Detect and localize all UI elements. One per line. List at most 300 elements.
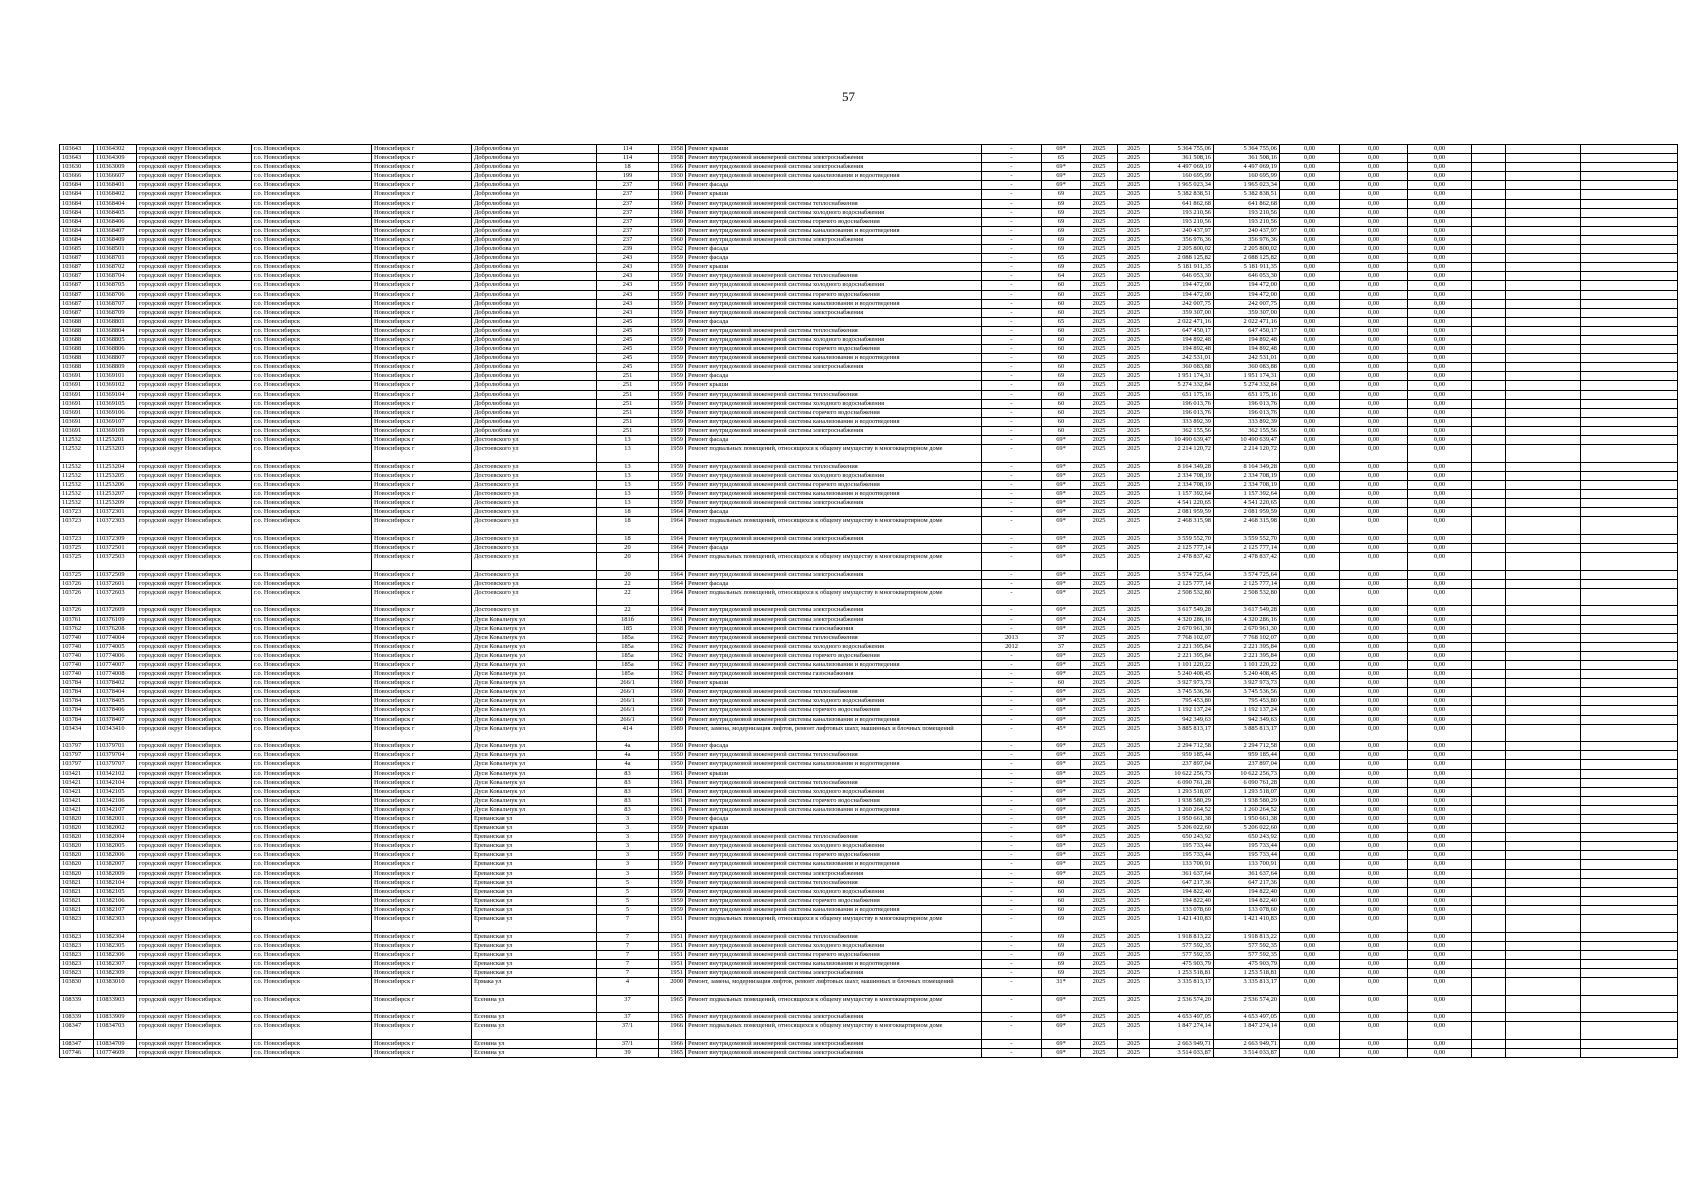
table-cell: Новосибирск г xyxy=(372,390,472,399)
table-cell: 942 349,63 xyxy=(1150,715,1214,724)
table-cell: Новосибирск г xyxy=(372,462,472,471)
table-cell: 110368804 xyxy=(94,326,137,335)
table-cell: 414 xyxy=(597,724,659,742)
table-cell: 2025 xyxy=(1118,436,1150,445)
table-cell: 0,00 xyxy=(1340,579,1408,588)
table-cell: 0,00 xyxy=(1340,308,1408,317)
table-cell: городской округ Новосибирск xyxy=(137,633,252,642)
table-cell: Ереванская ул xyxy=(472,915,597,933)
table-cell: 362 155,56 xyxy=(1150,426,1214,435)
table-cell: Ремонт подвальных помещений, относящихся к общему имуществу в многоквартирном доме xyxy=(686,517,982,535)
table-cell: 2 081 959,59 xyxy=(1150,508,1214,517)
table-cell: 475 903,79 xyxy=(1214,959,1280,968)
table-cell: Новосибирск г xyxy=(372,489,472,498)
empty-cell xyxy=(1472,145,1506,154)
table-cell: 69* xyxy=(1042,769,1081,778)
empty-cell xyxy=(1581,950,1678,959)
empty-cell xyxy=(1581,508,1678,517)
table-cell: Ремонт внутридомовой инженерной системы горячего водоснабжения xyxy=(686,651,982,660)
table-cell: Новосибирск г xyxy=(372,480,472,489)
table-cell: 1964 xyxy=(659,570,686,579)
table-cell: 1958 xyxy=(659,154,686,163)
table-cell: 103784 xyxy=(60,679,94,688)
table-cell: Ремонт внутридомовой инженерной системы теплоснабжения xyxy=(686,932,982,941)
table-cell: 20 xyxy=(597,570,659,579)
table-cell: - xyxy=(982,588,1042,606)
table-cell: 2025 xyxy=(1081,570,1118,579)
table-cell: 69* xyxy=(1042,814,1081,823)
empty-cell xyxy=(1506,317,1581,326)
table-cell: г.о. Новосибирск xyxy=(252,679,372,688)
table-cell: 5 xyxy=(597,896,659,905)
table-cell: 103687 xyxy=(60,281,94,290)
table-cell: 2025 xyxy=(1118,787,1150,796)
table-cell: 1930 xyxy=(659,172,686,181)
table-cell: Новосибирск г xyxy=(372,742,472,751)
empty-cell xyxy=(1581,588,1678,606)
table-cell: 0,00 xyxy=(1408,905,1472,914)
table-cell: Новосибирск г xyxy=(372,769,472,778)
table-cell: 103643 xyxy=(60,154,94,163)
empty-cell xyxy=(1581,553,1678,571)
table-cell: 5 382 838,51 xyxy=(1214,190,1280,199)
table-cell: 2025 xyxy=(1081,281,1118,290)
table-cell: г.о. Новосибирск xyxy=(252,805,372,814)
table-cell: 1960 xyxy=(659,715,686,724)
table-row xyxy=(60,1013,1678,1022)
table-cell: 3 514 033,87 xyxy=(1214,1049,1280,1058)
table-cell: 0,00 xyxy=(1408,968,1472,977)
table-cell: Ремонт внутридомовой инженерной системы электроснабжения xyxy=(686,534,982,543)
table-cell: городской округ Новосибирск xyxy=(137,390,252,399)
empty-cell xyxy=(1581,869,1678,878)
table-cell: 0,00 xyxy=(1408,489,1472,498)
table-row xyxy=(60,896,1678,905)
table-cell: 110376109 xyxy=(94,615,137,624)
table-row xyxy=(60,335,1678,344)
table-cell: 194 892,48 xyxy=(1214,345,1280,354)
table-cell: Новосибирск г xyxy=(372,445,472,463)
table-cell: Новосибирск г xyxy=(372,814,472,823)
table-cell: 108347 xyxy=(60,1039,94,1048)
table-cell: 650 243,92 xyxy=(1150,833,1214,842)
empty-cell xyxy=(1581,660,1678,669)
table-cell: Ремонт внутридомовой инженерной системы теплоснабжения xyxy=(686,199,982,208)
table-cell: Новосибирск г xyxy=(372,372,472,381)
empty-cell xyxy=(1506,651,1581,660)
table-cell: 103688 xyxy=(60,345,94,354)
table-cell: 0,00 xyxy=(1280,814,1340,823)
table-cell: 103691 xyxy=(60,372,94,381)
table-cell: 359 307,00 xyxy=(1150,308,1214,317)
table-cell: 0,00 xyxy=(1280,950,1340,959)
table-cell: 4 653 497,05 xyxy=(1214,1013,1280,1022)
table-cell: 0,00 xyxy=(1280,408,1340,417)
table-cell: 2025 xyxy=(1118,941,1150,950)
empty-cell xyxy=(1472,932,1506,941)
table-cell: Ереванская ул xyxy=(472,842,597,851)
empty-cell xyxy=(1581,436,1678,445)
empty-cell xyxy=(1472,995,1506,1013)
table-cell: Ремонт крыши xyxy=(686,263,982,272)
table-cell: 3 xyxy=(597,869,659,878)
table-cell: городской округ Новосибирск xyxy=(137,462,252,471)
table-cell: Новосибирск г xyxy=(372,345,472,354)
table-cell: 69 xyxy=(1042,381,1081,390)
table-cell: г.о. Новосибирск xyxy=(252,588,372,606)
table-cell: 646 053,30 xyxy=(1150,272,1214,281)
table-cell: 2025 xyxy=(1081,769,1118,778)
table-cell: 5 274 332,84 xyxy=(1150,381,1214,390)
table-cell: 110382104 xyxy=(94,878,137,887)
table-cell: 1938 xyxy=(659,624,686,633)
table-cell: 2 221 395,84 xyxy=(1150,642,1214,651)
table-cell: 83 xyxy=(597,787,659,796)
table-cell: 0,00 xyxy=(1408,778,1472,787)
table-cell: 2025 xyxy=(1081,633,1118,642)
table-cell: 0,00 xyxy=(1408,932,1472,941)
table-cell: 2025 xyxy=(1118,950,1150,959)
table-cell: городской округ Новосибирск xyxy=(137,1049,252,1058)
table-cell: Есенина ул xyxy=(472,1022,597,1040)
table-cell: 0,00 xyxy=(1340,1049,1408,1058)
table-cell: Ремонт внутридомовой инженерной системы холодного водоснабжения xyxy=(686,697,982,706)
table-cell: г.о. Новосибирск xyxy=(252,760,372,769)
table-cell: 0,00 xyxy=(1340,372,1408,381)
table-cell: 0,00 xyxy=(1340,390,1408,399)
empty-cell xyxy=(1581,851,1678,860)
empty-cell xyxy=(1506,543,1581,552)
table-cell: г.о. Новосибирск xyxy=(252,345,372,354)
table-cell: 0,00 xyxy=(1408,426,1472,435)
table-cell: - xyxy=(982,335,1042,344)
table-cell: 0,00 xyxy=(1408,408,1472,417)
table-cell: 0,00 xyxy=(1280,235,1340,244)
table-cell: Ереванская ул xyxy=(472,833,597,842)
table-cell: 0,00 xyxy=(1408,163,1472,172)
table-cell: - xyxy=(982,263,1042,272)
table-cell: 2025 xyxy=(1081,390,1118,399)
table-row xyxy=(60,154,1678,163)
table-cell: 2025 xyxy=(1118,606,1150,615)
table-cell: 0,00 xyxy=(1280,281,1340,290)
table-cell: Новосибирск г xyxy=(372,932,472,941)
table-cell: 0,00 xyxy=(1408,517,1472,535)
table-cell: Новосибирск г xyxy=(372,499,472,508)
table-cell: 69* xyxy=(1042,579,1081,588)
table-cell: 1965 xyxy=(659,995,686,1013)
table-cell: - xyxy=(982,217,1042,226)
table-cell: 0,00 xyxy=(1340,517,1408,535)
table-cell: Новосибирск г xyxy=(372,272,472,281)
table-cell: 103685 xyxy=(60,245,94,254)
table-cell: - xyxy=(982,499,1042,508)
table-cell: 2025 xyxy=(1081,624,1118,633)
empty-cell xyxy=(1581,172,1678,181)
table-cell: 110774007 xyxy=(94,660,137,669)
empty-cell xyxy=(1472,915,1506,933)
table-cell: 110372503 xyxy=(94,553,137,571)
table-cell: Ремонт внутридомовой инженерной системы холодного водоснабжения xyxy=(686,208,982,217)
table-cell: 2025 xyxy=(1081,317,1118,326)
table-cell: городской округ Новосибирск xyxy=(137,417,252,426)
table-cell: 0,00 xyxy=(1408,436,1472,445)
table-cell: Новосибирск г xyxy=(372,950,472,959)
empty-cell xyxy=(1581,354,1678,363)
table-cell: 0,00 xyxy=(1280,553,1340,571)
table-cell: 0,00 xyxy=(1280,651,1340,660)
table-cell: городской округ Новосибирск xyxy=(137,172,252,181)
table-row xyxy=(60,489,1678,498)
table-cell: 0,00 xyxy=(1280,751,1340,760)
table-cell: - xyxy=(982,706,1042,715)
table-cell: 0,00 xyxy=(1408,796,1472,805)
table-cell: 69* xyxy=(1042,778,1081,787)
table-cell: 2 294 712,58 xyxy=(1214,742,1280,751)
table-cell: 103684 xyxy=(60,190,94,199)
table-row xyxy=(60,860,1678,869)
table-cell: г.о. Новосибирск xyxy=(252,217,372,226)
table-cell: 2025 xyxy=(1081,1049,1118,1058)
table-cell: 194 472,00 xyxy=(1150,290,1214,299)
table-cell: 133 078,60 xyxy=(1214,905,1280,914)
table-cell: - xyxy=(982,860,1042,869)
table-cell: городской округ Новосибирск xyxy=(137,941,252,950)
table-cell: городской округ Новосибирск xyxy=(137,760,252,769)
table-cell: 2025 xyxy=(1081,869,1118,878)
table-cell: 2025 xyxy=(1081,517,1118,535)
table-cell: Новосибирск г xyxy=(372,172,472,181)
table-cell: Дуси Ковальчук ул xyxy=(472,624,597,633)
table-cell: 69* xyxy=(1042,163,1081,172)
table-cell: Добролюбова ул xyxy=(472,317,597,326)
table-cell: 2025 xyxy=(1081,445,1118,463)
table-cell: 2025 xyxy=(1118,543,1150,552)
table-cell: 0,00 xyxy=(1340,842,1408,851)
table-cell: 647 450,17 xyxy=(1150,326,1214,335)
empty-cell xyxy=(1506,462,1581,471)
table-cell: г.о. Новосибирск xyxy=(252,226,372,235)
table-cell: 103421 xyxy=(60,796,94,805)
table-cell: - xyxy=(982,796,1042,805)
table-cell: 1959 xyxy=(659,905,686,914)
table-cell: 111253203 xyxy=(94,445,137,463)
table-row xyxy=(60,570,1678,579)
table-cell: 0,00 xyxy=(1280,372,1340,381)
table-cell: 0,00 xyxy=(1280,606,1340,615)
table-row xyxy=(60,345,1678,354)
table-cell: 0,00 xyxy=(1340,508,1408,517)
table-cell: городской округ Новосибирск xyxy=(137,814,252,823)
empty-cell xyxy=(1581,445,1678,463)
empty-cell xyxy=(1472,489,1506,498)
table-cell: 3 514 033,87 xyxy=(1150,1049,1214,1058)
table-cell: 1959 xyxy=(659,399,686,408)
table-cell: г.о. Новосибирск xyxy=(252,181,372,190)
table-cell: Ремонт внутридомовой инженерной системы теплоснабжения xyxy=(686,878,982,887)
table-cell: 60 xyxy=(1042,308,1081,317)
table-cell: 3 335 813,17 xyxy=(1214,978,1280,996)
table-cell: 1950 xyxy=(659,760,686,769)
table-cell: Добролюбова ул xyxy=(472,226,597,235)
empty-cell xyxy=(1472,688,1506,697)
table-cell: 2025 xyxy=(1118,570,1150,579)
table-cell: 333 892,39 xyxy=(1214,417,1280,426)
table-cell: 243 xyxy=(597,290,659,299)
empty-cell xyxy=(1472,399,1506,408)
table-cell: 2 670 961,30 xyxy=(1214,624,1280,633)
table-cell: 1961 xyxy=(659,796,686,805)
table-cell: 0,00 xyxy=(1340,670,1408,679)
table-cell: г.о. Новосибирск xyxy=(252,154,372,163)
table-cell: 110343410 xyxy=(94,724,137,742)
table-cell: 5 240 408,45 xyxy=(1150,670,1214,679)
table-cell: 0,00 xyxy=(1280,445,1340,463)
empty-cell xyxy=(1506,860,1581,869)
table-cell: 237 xyxy=(597,226,659,235)
table-cell: 1962 xyxy=(659,651,686,660)
table-cell: 0,00 xyxy=(1408,326,1472,335)
table-cell: 103820 xyxy=(60,833,94,842)
table-cell: 2025 xyxy=(1118,968,1150,977)
table-cell: 60 xyxy=(1042,345,1081,354)
table-cell: городской округ Новосибирск xyxy=(137,851,252,860)
table-cell: 110372609 xyxy=(94,606,137,615)
table-cell: 195 733,44 xyxy=(1150,842,1214,851)
table-cell: 69* xyxy=(1042,851,1081,860)
table-cell: 1 951 174,31 xyxy=(1150,372,1214,381)
table-cell: 0,00 xyxy=(1340,408,1408,417)
table-cell: 185 xyxy=(597,624,659,633)
table-cell: 2025 xyxy=(1118,190,1150,199)
table-cell: 103823 xyxy=(60,932,94,941)
empty-cell xyxy=(1472,1049,1506,1058)
table-cell: 0,00 xyxy=(1340,905,1408,914)
table-cell: 0,00 xyxy=(1280,588,1340,606)
table-cell: Дуси Ковальчук ул xyxy=(472,769,597,778)
table-cell: 0,00 xyxy=(1280,517,1340,535)
empty-cell xyxy=(1581,824,1678,833)
table-cell: 0,00 xyxy=(1340,317,1408,326)
table-cell: 1959 xyxy=(659,372,686,381)
table-cell: 0,00 xyxy=(1340,181,1408,190)
table-cell: Ремонт фасада xyxy=(686,508,982,517)
table-cell: 0,00 xyxy=(1408,842,1472,851)
empty-cell xyxy=(1506,968,1581,977)
table-cell: городской округ Новосибирск xyxy=(137,426,252,435)
empty-cell xyxy=(1581,769,1678,778)
table-cell: Ремонт внутридомовой инженерной системы газоснабжения xyxy=(686,670,982,679)
table-cell: 0,00 xyxy=(1408,235,1472,244)
table-cell: 1959 xyxy=(659,851,686,860)
empty-cell xyxy=(1506,1049,1581,1058)
table-cell: городской округ Новосибирск xyxy=(137,968,252,977)
table-cell: 2025 xyxy=(1081,499,1118,508)
table-cell: 0,00 xyxy=(1340,715,1408,724)
empty-cell xyxy=(1472,381,1506,390)
table-cell: г.о. Новосибирск xyxy=(252,878,372,887)
table-cell: 2 205 800,02 xyxy=(1150,245,1214,254)
table-cell: 1950 xyxy=(659,742,686,751)
table-cell: 2025 xyxy=(1118,1022,1150,1040)
table-cell: 2025 xyxy=(1118,263,1150,272)
table-cell: Ремонт внутридомовой инженерной системы канализования и водоотведения xyxy=(686,299,982,308)
table-cell: 194 472,00 xyxy=(1214,290,1280,299)
table-cell: г.о. Новосибирск xyxy=(252,688,372,697)
table-cell: 112532 xyxy=(60,436,94,445)
table-cell: 3 927 973,73 xyxy=(1214,679,1280,688)
table-cell: городской округ Новосибирск xyxy=(137,869,252,878)
table-cell: 2025 xyxy=(1118,679,1150,688)
table-cell: Ереванская ул xyxy=(472,851,597,860)
table-cell: городской округ Новосибирск xyxy=(137,208,252,217)
table-row xyxy=(60,968,1678,977)
table-row xyxy=(60,181,1678,190)
table-cell: Новосибирск г xyxy=(372,915,472,933)
table-cell: Ремонт фасада xyxy=(686,317,982,326)
table-row xyxy=(60,272,1678,281)
table-cell: 2025 xyxy=(1081,181,1118,190)
table-cell: 251 xyxy=(597,381,659,390)
table-cell: - xyxy=(982,1013,1042,1022)
table-row xyxy=(60,445,1678,463)
table-row xyxy=(60,715,1678,724)
table-cell: 22 xyxy=(597,579,659,588)
empty-cell xyxy=(1581,499,1678,508)
table-cell: 5 181 911,35 xyxy=(1214,263,1280,272)
table-cell: 0,00 xyxy=(1280,471,1340,480)
table-cell: 103820 xyxy=(60,860,94,869)
empty-cell xyxy=(1472,769,1506,778)
table-cell: 242 007,75 xyxy=(1150,299,1214,308)
table-cell: г.о. Новосибирск xyxy=(252,642,372,651)
table-cell: 2013 xyxy=(982,633,1042,642)
table-cell: 110379707 xyxy=(94,760,137,769)
table-cell: 2 125 777,14 xyxy=(1214,579,1280,588)
table-row xyxy=(60,290,1678,299)
table-cell: 1962 xyxy=(659,660,686,669)
table-cell: 0,00 xyxy=(1408,787,1472,796)
table-cell: 69* xyxy=(1042,517,1081,535)
table-cell: 107740 xyxy=(60,670,94,679)
empty-cell xyxy=(1472,670,1506,679)
table-row xyxy=(60,915,1678,933)
table-cell: Новосибирск г xyxy=(372,299,472,308)
table-cell: 110382107 xyxy=(94,905,137,914)
table-cell: 0,00 xyxy=(1340,363,1408,372)
table-cell: 69* xyxy=(1042,833,1081,842)
table-cell: г.о. Новосибирск xyxy=(252,833,372,842)
table-cell: Есенина ул xyxy=(472,1049,597,1058)
table-cell: 3 885 813,17 xyxy=(1214,724,1280,742)
table-cell: 103821 xyxy=(60,905,94,914)
table-cell: 2025 xyxy=(1118,208,1150,217)
table-cell: Новосибирск г xyxy=(372,833,472,842)
table-cell: 0,00 xyxy=(1280,299,1340,308)
table-row xyxy=(60,796,1678,805)
table-cell: 0,00 xyxy=(1408,878,1472,887)
table-cell: Новосибирск г xyxy=(372,399,472,408)
table-row xyxy=(60,679,1678,688)
table-cell: 2025 xyxy=(1118,417,1150,426)
table-cell: 2025 xyxy=(1118,553,1150,571)
table-cell: - xyxy=(982,517,1042,535)
table-cell: городской округ Новосибирск xyxy=(137,932,252,941)
table-cell: 4 541 220,65 xyxy=(1150,499,1214,508)
table-cell: 359 307,00 xyxy=(1214,308,1280,317)
table-cell: 2025 xyxy=(1118,290,1150,299)
table-cell: 103821 xyxy=(60,878,94,887)
